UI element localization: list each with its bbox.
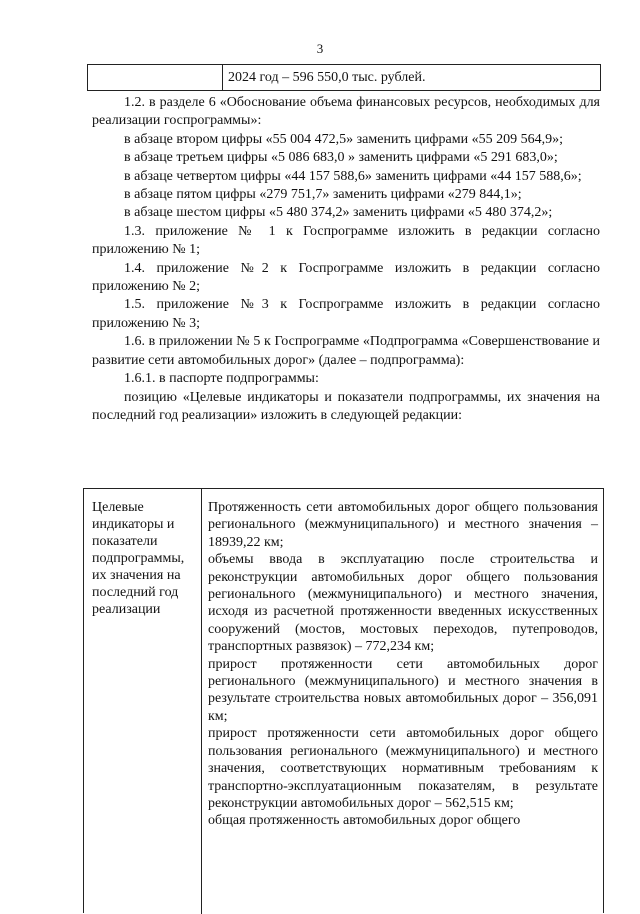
budget-table-fragment — [87, 64, 601, 91]
paragraph-1-3: 1.3. приложение № 1 к Госпрограмме изложить в редакции согласно приложению № 1; — [92, 223, 600, 258]
paragraph-position: позицию «Целевые индикаторы и показатели подпрограммы, их значения на последний год реализации» изложить в следующей редакции: — [92, 389, 600, 423]
indicators-table — [83, 488, 604, 913]
indicator-5: общая протяженность автомобильных дорог общего — [208, 813, 521, 829]
paragraph-1-2: 1.2. в разделе 6 «Обоснование объема финансовых ресурсов, необходимых для реализации госпрограммы»: — [92, 95, 600, 129]
paragraph-1-6-1: 1.6.1. в паспорте подпрограммы: — [124, 371, 319, 387]
budget-table-empty-cell — [88, 65, 223, 90]
budget-table-cell-2024: 2024 год – 596 550,0 тыс. рублей. — [228, 70, 426, 85]
amendments-body — [92, 94, 600, 425]
paragraph-abzac-3: в абзаце третьем цифры «5 086 683,0 » заменить цифрами «5 291 683,0»; — [124, 150, 558, 166]
paragraph-1-6: 1.6. в приложении № 5 к Госпрограмме «Подпрограмма «Совершенствование и развитие сети автомобильных дорог» (далее – подпрограмма): — [92, 334, 600, 368]
indicator-1: Протяженность сети автомобильных дорог общего пользования регионального (межмуниципального) и местного значения – 18939,22 км; — [208, 500, 598, 550]
indicators-label-cell: Целевые индикаторы и показатели подпрограммы, их значения на последний год реализации — [92, 500, 185, 617]
paragraph-1-4: 1.4. приложение №2 к Госпрограмме изложить в редакции согласно приложению № 2; — [92, 260, 600, 295]
indicator-4: прирост протяженности сети автомобильных дорог общего пользования регионального (межмуниципального) и местного значения, соответствующих нормативным требованиям к транспортно-эксплуатационным показателям, в результате реконструкции автомобильных дорог – 562,515 км; — [208, 726, 598, 811]
paragraph-abzac-6: в абзаце шестом цифры «5 480 374,2» заменить цифрами «5 480 374,2»; — [124, 205, 553, 221]
indicators-value-cell — [208, 499, 598, 830]
indicator-3: прирост протяженности сети автомобильных дорог регионального (межмуниципального) и местного значения в результате строительства новых автомобильных дорог – 356,091 км; — [208, 656, 598, 724]
indicator-2: объемы ввода в эксплуатацию после строительства и реконструкции автомобильных дорог общего пользования регионального (межмуниципального) и местного значения, исходя из расчетной протяженности введенных искусственных сооружений (мостов, мостовых переходов, путепроводов, транспортных развязок) – 772,234 км; — [208, 552, 598, 655]
page-number: 3 — [316, 41, 324, 56]
paragraph-abzac-4: в абзаце четвертом цифры «44 157 588,6» заменить цифрами «44 157 588,6»; — [124, 168, 582, 184]
paragraph-abzac-2: в абзаце втором цифры «55 004 472,5» заменить цифрами «55 209 564,9»; — [124, 131, 563, 147]
paragraph-abzac-5: в абзаце пятом цифры «279 751,7» заменить цифрами «279 844,1»; — [124, 187, 522, 203]
paragraph-1-5: 1.5. приложение №3 к Госпрограмме изложить в редакции согласно приложению № 3; — [92, 297, 600, 331]
table-column-divider — [201, 489, 202, 914]
